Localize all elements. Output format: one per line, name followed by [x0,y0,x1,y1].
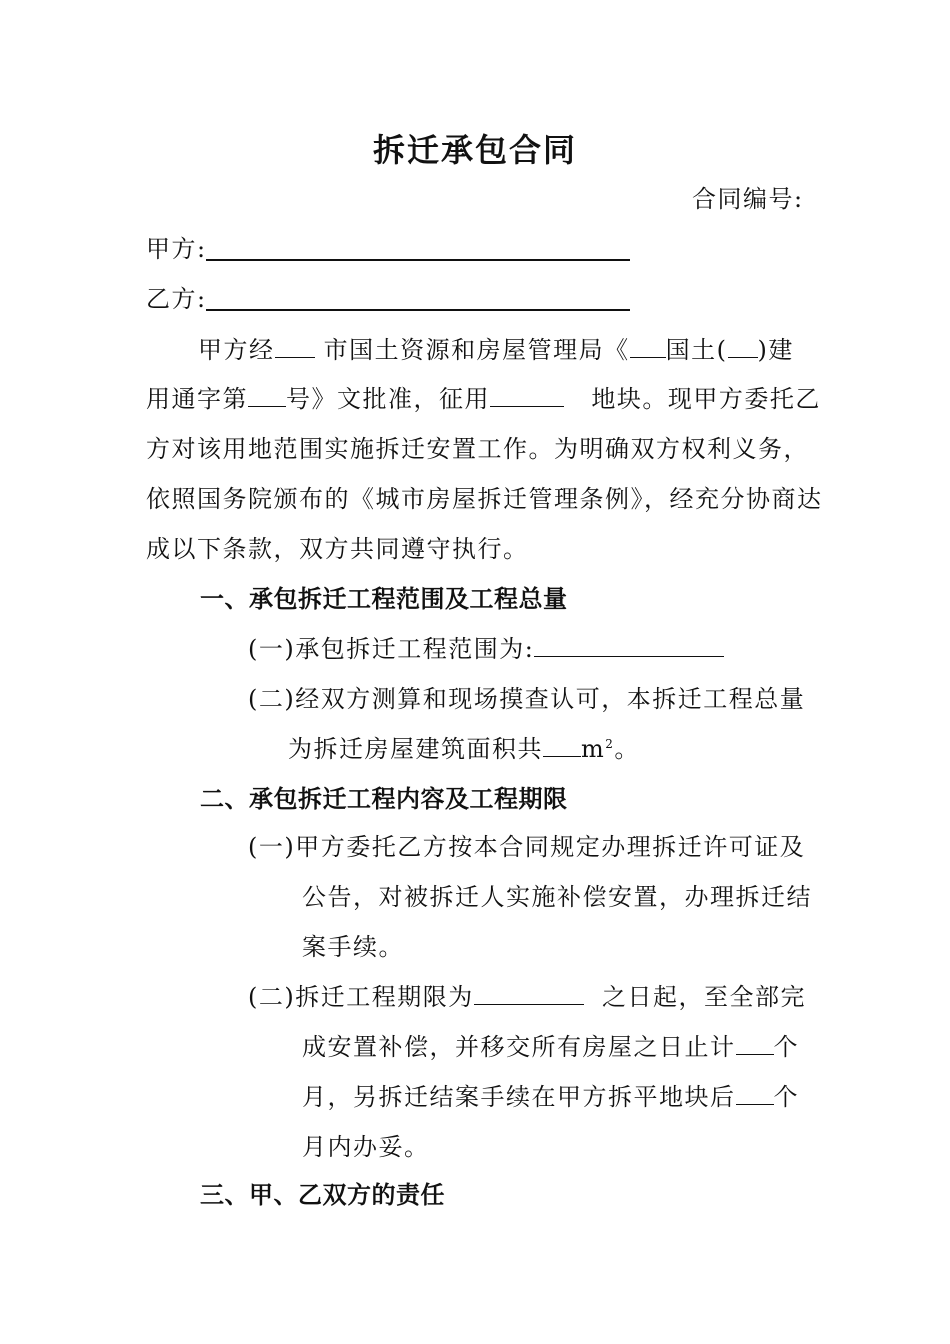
section-2-item-2-line-2: 成安置补偿，并移交所有房屋之日止计 个 [302,1033,799,1061]
blank-start-date [474,982,584,1005]
blank-scope [534,634,724,657]
section-2-item-2-line-3: 月，另拆迁结案手续在甲方拆平地块后 个 [302,1083,799,1111]
blank-months-1 [736,1032,774,1055]
intro-line-1: 甲方经 市国土资源和房屋管理局《 国土( )建 [198,336,794,364]
section-1-item-1: (一)承包拆迁工程范围为: [248,634,724,664]
intro-line-4: 依照国务院颁布的《城市房屋拆迁管理条例》，经充分协商达 [146,485,823,513]
document-title: 拆迁承包合同 [372,131,577,169]
blank-doc-number [248,384,286,407]
section-2-item-2-line-1: (二)拆迁工程期限为 之日起，至全部完 [248,983,806,1011]
blank-land-plot [490,384,564,407]
section-2-item-1-line-3: 案手续。 [302,933,404,961]
blank-doc-prefix [630,335,666,358]
blank-year [728,335,758,358]
blank-city [275,335,315,358]
party-b-label: 乙方: [146,285,207,313]
section-1-item-2-line-1: (二)经双方测算和现场摸查认可，本拆迁工程总量 [248,685,806,713]
section-1-heading: 一、承包拆迁工程范围及工程总量 [200,585,568,613]
blank-area [543,734,581,757]
intro-line-3: 方对该用地范围实施拆迁安置工作。为明确双方权利义务， [146,435,809,463]
section-2-item-1-line-2: 公告，对被拆迁人实施补偿安置，办理拆迁结 [302,883,812,911]
intro-line-5: 成以下条款，双方共同遵守执行。 [146,535,529,563]
intro-line-2: 用通字第 号》文批准，征用 地块。现甲方委托乙 [146,385,821,413]
party-b-blank [206,309,630,311]
section-3-heading: 三、甲、乙双方的责任 [200,1181,445,1209]
section-2-item-2-line-4: 月内办妥。 [302,1133,430,1161]
contract-number-label: 合同编号: [692,185,804,213]
section-1-item-2-line-2: 为拆迁房屋建筑面积共 $m^2$。 [288,735,640,763]
section-2-heading: 二、承包拆迁工程内容及工程期限 [200,785,568,813]
party-a-label: 甲方: [146,235,207,263]
blank-months-2 [736,1082,774,1105]
party-a-blank [206,259,630,261]
section-2-item-1-line-1: (一)甲方委托乙方按本合同规定办理拆迁许可证及 [248,833,806,861]
